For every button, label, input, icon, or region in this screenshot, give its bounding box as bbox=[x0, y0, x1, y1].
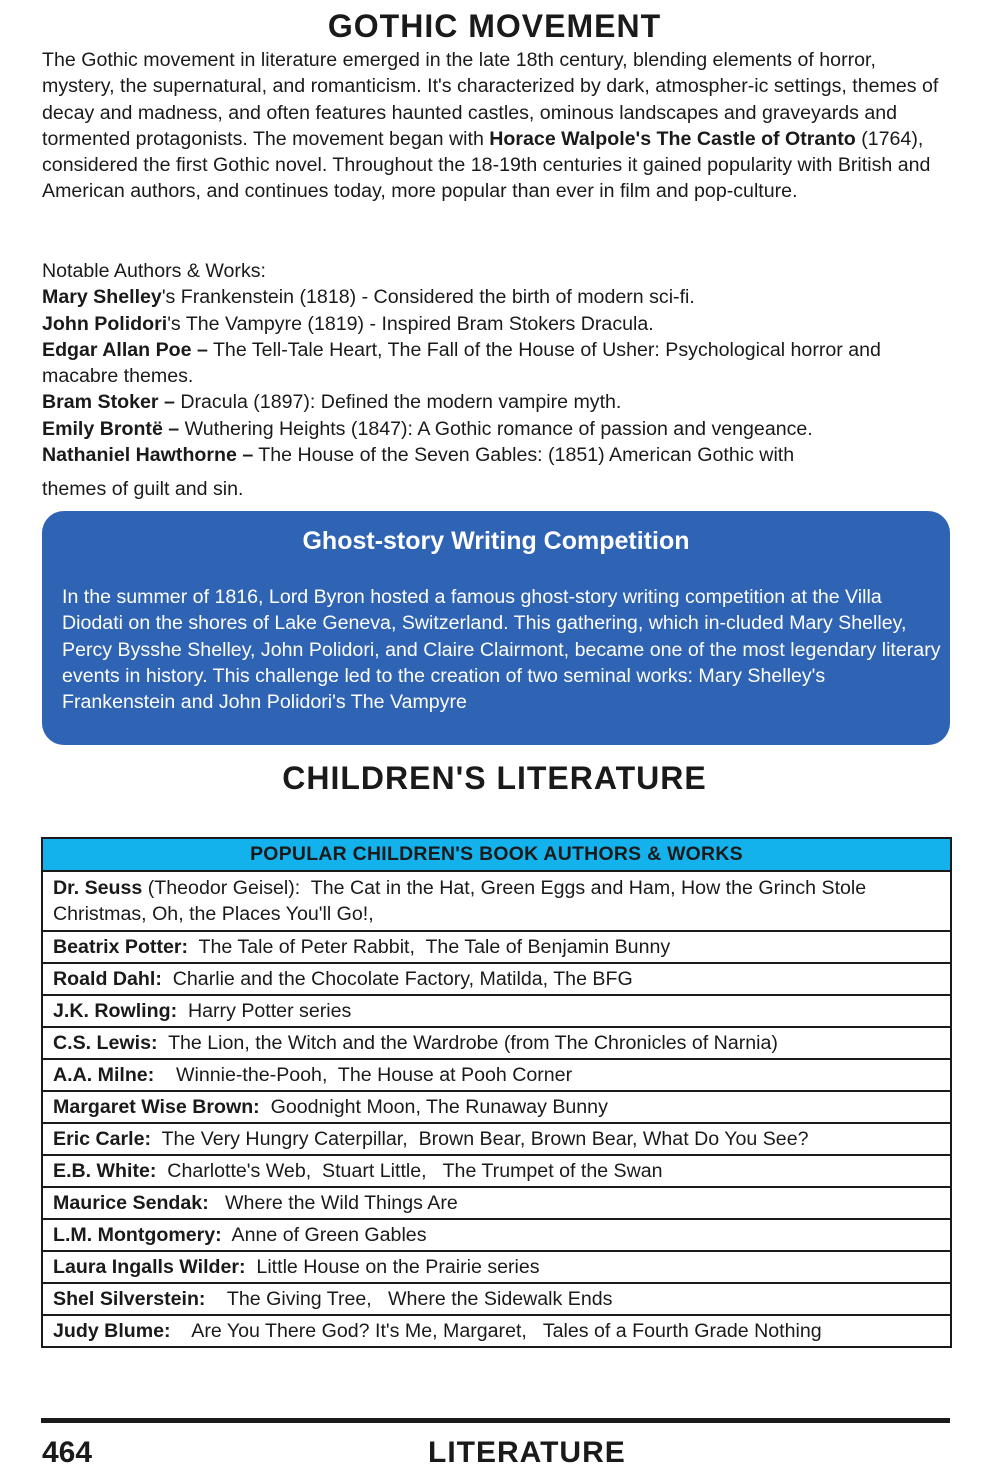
author-work: 's Frankenstein (1818) - Considered the birth of modern sci-fi. bbox=[161, 286, 695, 309]
author-works: Little House on the Prairie series bbox=[245, 1256, 540, 1278]
gothic-intro-bold-work: Horace Walpole's The Castle of Otranto bbox=[489, 127, 856, 150]
table-cell bbox=[42, 1187, 951, 1219]
author-name: Roald Dahl: bbox=[53, 968, 162, 990]
table-cell bbox=[42, 995, 951, 1027]
author-name: Dr. Seuss bbox=[53, 877, 143, 899]
table-row bbox=[42, 1251, 951, 1283]
table-row bbox=[42, 1219, 951, 1251]
table-cell bbox=[42, 1283, 951, 1315]
table-row bbox=[42, 1155, 951, 1187]
author-name: E.B. White: bbox=[53, 1160, 157, 1182]
table-cell bbox=[42, 871, 951, 931]
section-name: LITERATURE bbox=[428, 1436, 626, 1469]
author-works: Are You There God? It's Me, Margaret, Tales of a Fourth Grade Nothing bbox=[170, 1320, 822, 1342]
author-works: Charlie and the Chocolate Factory, Matilda, The BFG bbox=[161, 968, 633, 990]
notable-author-row bbox=[42, 311, 952, 337]
author-work: The House of the Seven Gables: (1851) American Gothic with bbox=[253, 444, 795, 467]
gothic-intro-text-2: (1764), considered the first Gothic novel. Throughout the 18-19th centuries it gained popularity with British and American authors, and continues today, more popular than ever in film and pop-culture. bbox=[42, 127, 931, 203]
table-row bbox=[42, 1059, 951, 1091]
notable-author-row bbox=[42, 442, 952, 468]
table-row bbox=[42, 1027, 951, 1059]
childrens-books-table bbox=[41, 837, 952, 1348]
author-name: Mary Shelley bbox=[42, 286, 162, 309]
author-works: The Giving Tree, Where the Sidewalk Ends bbox=[205, 1288, 613, 1310]
table-cell bbox=[42, 1155, 951, 1187]
table-row bbox=[42, 931, 951, 963]
author-name: L.M. Montgomery: bbox=[53, 1224, 222, 1246]
author-name: Beatrix Potter: bbox=[53, 936, 189, 958]
table-cell bbox=[42, 931, 951, 963]
author-work: The Tell-Tale Heart, The Fall of the House of Usher: Psychological horror and macabre themes. bbox=[42, 338, 881, 388]
table-row bbox=[42, 1187, 951, 1219]
table-cell bbox=[42, 1251, 951, 1283]
notable-author-row bbox=[42, 389, 952, 415]
author-name: Shel Silverstein: bbox=[53, 1288, 206, 1310]
notable-author-row-continuation: themes of guilt and sin. bbox=[42, 478, 244, 501]
table-row bbox=[42, 995, 951, 1027]
author-name: Edgar Allan Poe – bbox=[42, 338, 208, 361]
childrens-literature-title: CHILDREN'S LITERATURE bbox=[282, 760, 707, 796]
author-works: Where the Wild Things Are bbox=[208, 1192, 458, 1214]
table-row bbox=[42, 871, 951, 931]
table-header-row bbox=[42, 838, 951, 871]
author-work: Dracula (1897): Defined the modern vampire myth. bbox=[174, 391, 622, 414]
table-row bbox=[42, 1283, 951, 1315]
author-name: Laura Ingalls Wilder: bbox=[53, 1256, 246, 1278]
author-name: C.S. Lewis: bbox=[53, 1032, 158, 1054]
author-works: The Lion, the Witch and the Wardrobe (from The Chronicles of Narnia) bbox=[157, 1032, 778, 1054]
table-row bbox=[42, 1091, 951, 1123]
author-works: Anne of Green Gables bbox=[221, 1224, 427, 1246]
author-name: Eric Carle: bbox=[53, 1128, 152, 1150]
table-cell bbox=[42, 1059, 951, 1091]
table-cell bbox=[42, 963, 951, 995]
author-works: The Tale of Peter Rabbit, The Tale of Benjamin Bunny bbox=[188, 936, 671, 958]
author-name: A.A. Milne: bbox=[53, 1064, 155, 1086]
author-name: Nathaniel Hawthorne – bbox=[42, 444, 254, 467]
author-name: Margaret Wise Brown: bbox=[53, 1096, 260, 1118]
table-cell bbox=[42, 1315, 951, 1347]
author-works: The Very Hungry Caterpillar, Brown Bear, Brown Bear, What Do You See? bbox=[151, 1128, 809, 1150]
table-cell bbox=[42, 1027, 951, 1059]
author-name: Bram Stoker – bbox=[42, 391, 175, 414]
author-name: Emily Brontë – bbox=[42, 417, 180, 440]
author-works: Winnie-the-Pooh, The House at Pooh Corner bbox=[154, 1064, 573, 1086]
author-works: (Theodor Geisel): The Cat in the Hat, Green Eggs and Ham, How the Grinch Stole Christmas, Oh, the Places You'll Go!, bbox=[53, 877, 872, 925]
table-row bbox=[42, 1123, 951, 1155]
author-name: Judy Blume: bbox=[53, 1320, 171, 1342]
table-cell bbox=[42, 1091, 951, 1123]
author-works: Charlotte's Web, Stuart Little, The Trumpet of the Swan bbox=[156, 1160, 663, 1182]
author-works: Goodnight Moon, The Runaway Bunny bbox=[259, 1096, 608, 1118]
gothic-intro-text-1: The Gothic movement in literature emerged in the late 18th century, blending elements of horror, mystery, the supernatural, and romanticism. It's characterized by dark, atmospher-ic settings, themes of decay and madness, and often features haunted castles, ominous landscapes and graveyards and tormented protagonists. The movement began with bbox=[42, 49, 939, 150]
notable-authors-list bbox=[42, 258, 952, 503]
ghost-story-body: In the summer of 1816, Lord Byron hosted a famous ghost-story writing competition at the Villa Diodati on the shores of Lake Geneva, Switzerland. This gathering, which in-cluded Mary Shelley, Percy Bysshe Shelley, John Polidori, and Claire Clairmont, became one of the most legendary literary events in history. This challenge led to the creation of two seminal works: Mary Shelley's Frankenstein and John Polidori's The Vampyre bbox=[62, 586, 941, 714]
author-works: Harry Potter series bbox=[177, 1000, 352, 1022]
author-work: 's The Vampyre (1819) - Inspired Bram Stokers Dracula. bbox=[167, 312, 654, 335]
notable-author-row bbox=[42, 337, 952, 390]
gothic-intro-paragraph bbox=[42, 47, 952, 205]
table-cell bbox=[42, 1123, 951, 1155]
author-work: Wuthering Heights (1847): A Gothic romance of passion and vengeance. bbox=[179, 417, 813, 440]
author-name: John Polidori bbox=[42, 312, 168, 335]
author-name: J.K. Rowling: bbox=[53, 1000, 178, 1022]
notable-authors-heading: Notable Authors & Works: bbox=[42, 260, 266, 282]
page-number: 464 bbox=[42, 1436, 93, 1469]
table-header: POPULAR CHILDREN'S BOOK AUTHORS & WORKS bbox=[42, 838, 951, 871]
table-cell bbox=[42, 1219, 951, 1251]
table-row bbox=[42, 1315, 951, 1347]
ghost-story-title: Ghost-story Writing Competition bbox=[302, 527, 690, 555]
author-name: Maurice Sendak: bbox=[53, 1192, 209, 1214]
ghost-story-callout bbox=[42, 511, 950, 745]
gothic-movement-title: GOTHIC MOVEMENT bbox=[327, 8, 662, 44]
footer-divider bbox=[41, 1418, 950, 1423]
notable-author-row bbox=[42, 416, 952, 442]
table-row bbox=[42, 963, 951, 995]
notable-author-row bbox=[42, 284, 952, 310]
